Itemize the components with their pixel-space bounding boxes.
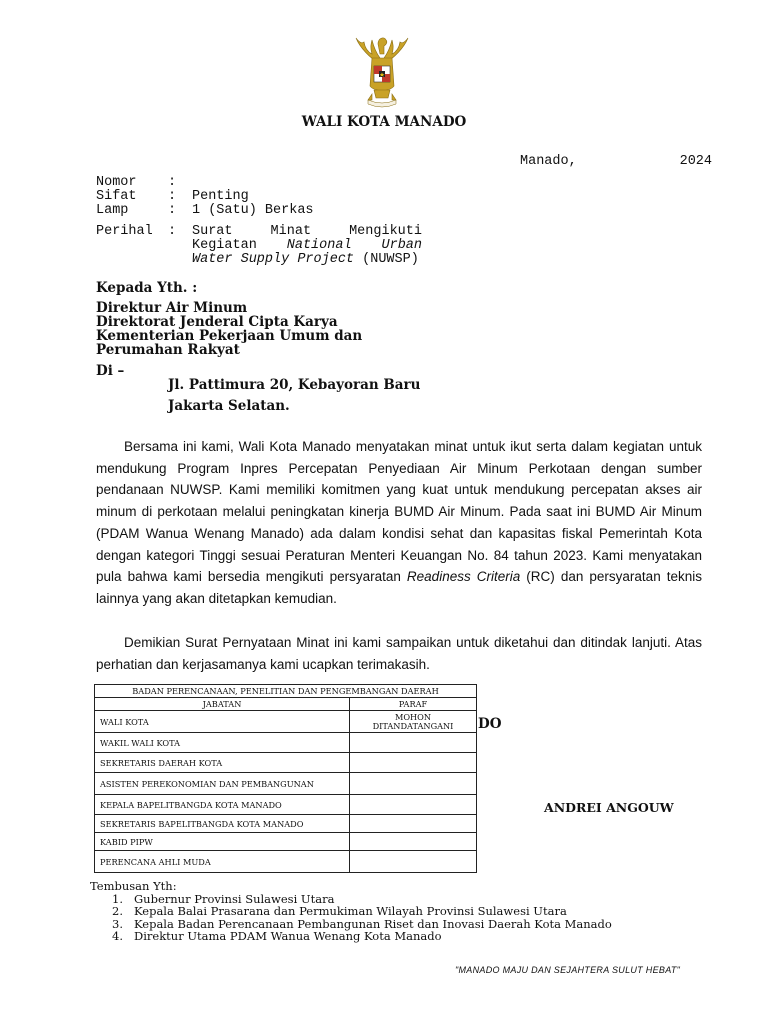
p1-text-a: Bersama ini kami, Wali Kota Manado menyatakan minat untuk ikut serta dalam kegiatan untuk mendukung Program Inpres Percepatan Penyediaan Air Minum Perkotaan dengan sumber pendanaan NUWSP. Kami memiliki komitmen yang kuat untuk mendukung percepatan akses air minum di perkotaan melalui peningkatan kinerja BUMD Air Minum. Pada saat ini BUMD Air Minum (PDAM Wanua Wenang Manado) ada dalam kondisi sehat dan kapasitas fiskal Pemerintah Kota dengan kategori Tinggi sesuai Peraturan Menteri Keuangan No. 84 tahun 2023. Kami menyatakan pula bahwa kami bersedia mengikuti persyaratan <box>96 439 702 585</box>
city-motto: "MANADO MAJU DAN SEJAHTERA SULUT HEBAT" <box>455 965 681 975</box>
recipient-di: Di – <box>96 363 125 379</box>
approval-table <box>94 684 477 873</box>
place-city: Manado, <box>520 154 577 169</box>
perihal-suffix: (NUWSP) <box>354 252 419 267</box>
perihal-colon: : <box>168 224 177 239</box>
item-text: Direktur Utama PDAM Wanua Wenang Kota Manado <box>134 929 442 944</box>
sifat-colon: : <box>168 189 177 204</box>
item-number: 2. <box>112 904 123 919</box>
recipient-address-1: Jl. Pattimura 20, Kebayoran Baru <box>168 377 421 393</box>
jabatan-cell: ASISTEN PEREKONOMIAN DAN PEMBANGUNAN <box>95 773 350 795</box>
tembusan-list <box>112 893 612 943</box>
body-paragraph-1 <box>96 436 702 610</box>
table-title: BADAN PERENCANAAN, PENELITIAN DAN PENGEMBANGAN DAERAH <box>95 685 477 698</box>
nomor-colon: : <box>168 175 177 190</box>
paraf-cell <box>350 815 477 833</box>
item-text: Kepala Badan Perencanaan Pembangunan Riset dan Inovasi Daerah Kota Manado <box>134 916 612 931</box>
table-row <box>95 711 477 733</box>
tembusan-title: Tembusan Yth: <box>90 879 177 893</box>
paraf-cell <box>350 773 477 795</box>
paraf-cell <box>350 753 477 773</box>
place-date <box>520 154 712 169</box>
garuda-emblem-icon <box>350 34 414 110</box>
date-year: 2024 <box>679 154 712 169</box>
jabatan-cell: SEKRETARIS BAPELITBANGDA KOTA MANADO <box>95 815 350 833</box>
recipient-line-4: Perumahan Rakyat <box>96 342 240 358</box>
lamp-label: Lamp <box>96 203 129 218</box>
recipient-address-2: Jakarta Selatan. <box>168 398 290 414</box>
paraf-cell <box>350 851 477 873</box>
perihal-italic-text: National Urban Water Supply Project <box>192 238 422 267</box>
table-row <box>95 851 477 873</box>
lamp-value: 1 (Satu) Berkas <box>192 203 314 218</box>
nomor-label: Nomor <box>96 175 137 190</box>
table-row <box>95 833 477 851</box>
signer-name: ANDREI ANGOUW <box>544 800 674 815</box>
table-row <box>95 773 477 795</box>
col-header-paraf: PARAF <box>350 698 477 711</box>
signature-partial-text: DO <box>478 716 502 732</box>
item-text: Gubernur Provinsi Sulawesi Utara <box>134 892 335 906</box>
list-item <box>112 930 612 942</box>
item-text: Kepala Balai Prasarana dan Permukiman Wilayah Provinsi Sulawesi Utara <box>134 904 567 919</box>
paraf-cell: MOHON DITANDATANGANI <box>350 711 477 733</box>
jabatan-cell: KEPALA BAPELITBANGDA KOTA MANADO <box>95 795 350 815</box>
table-row <box>95 815 477 833</box>
jabatan-cell: PERENCANA AHLI MUDA <box>95 851 350 873</box>
kepada-label: Kepada Yth. : <box>96 280 198 296</box>
body-paragraph-2 <box>96 632 702 675</box>
jabatan-cell: KABID PIPW <box>95 833 350 851</box>
p2-text: Demikian Surat Pernyataan Minat ini kami sampaikan untuk diketahui dan ditindak lanjuti. Atas perhatian dan kerjasamanya kami ucapkan terimakasih. <box>96 635 702 672</box>
recipient-line-1: Direktur Air Minum <box>96 300 248 316</box>
item-number: 1. <box>112 892 123 906</box>
table-row <box>95 733 477 753</box>
paraf-cell <box>350 833 477 851</box>
perihal-value <box>192 225 422 267</box>
recipient-line-3: Kementerian Pekerjaan Umum dan <box>96 328 363 344</box>
paraf-cell <box>350 733 477 753</box>
perihal-text: Surat Minat Mengikuti Kegiatan <box>192 224 422 253</box>
paraf-cell <box>350 795 477 815</box>
table-row <box>95 795 477 815</box>
perihal-label: Perihal <box>96 224 153 239</box>
item-number: 3. <box>112 916 123 931</box>
jabatan-cell: WAKIL WALI KOTA <box>95 733 350 753</box>
jabatan-cell: WALI KOTA <box>95 711 350 733</box>
jabatan-cell: SEKRETARIS DAERAH KOTA <box>95 753 350 773</box>
item-number: 4. <box>112 929 123 944</box>
p1-text-b: (RC) dan persyaratan teknis lainnya yang akan ditetapkan kemudian. <box>96 569 703 606</box>
letter-title: WALI KOTA MANADO <box>301 114 467 130</box>
col-header-jabatan: JABATAN <box>95 698 350 711</box>
recipient-line-2: Direktorat Jenderal Cipta Karya <box>96 314 338 330</box>
sifat-value: Penting <box>192 189 249 204</box>
table-row <box>95 753 477 773</box>
p1-italic: Readiness Criteria <box>406 569 521 585</box>
sifat-label: Sifat <box>96 189 137 204</box>
lamp-colon: : <box>168 203 177 218</box>
